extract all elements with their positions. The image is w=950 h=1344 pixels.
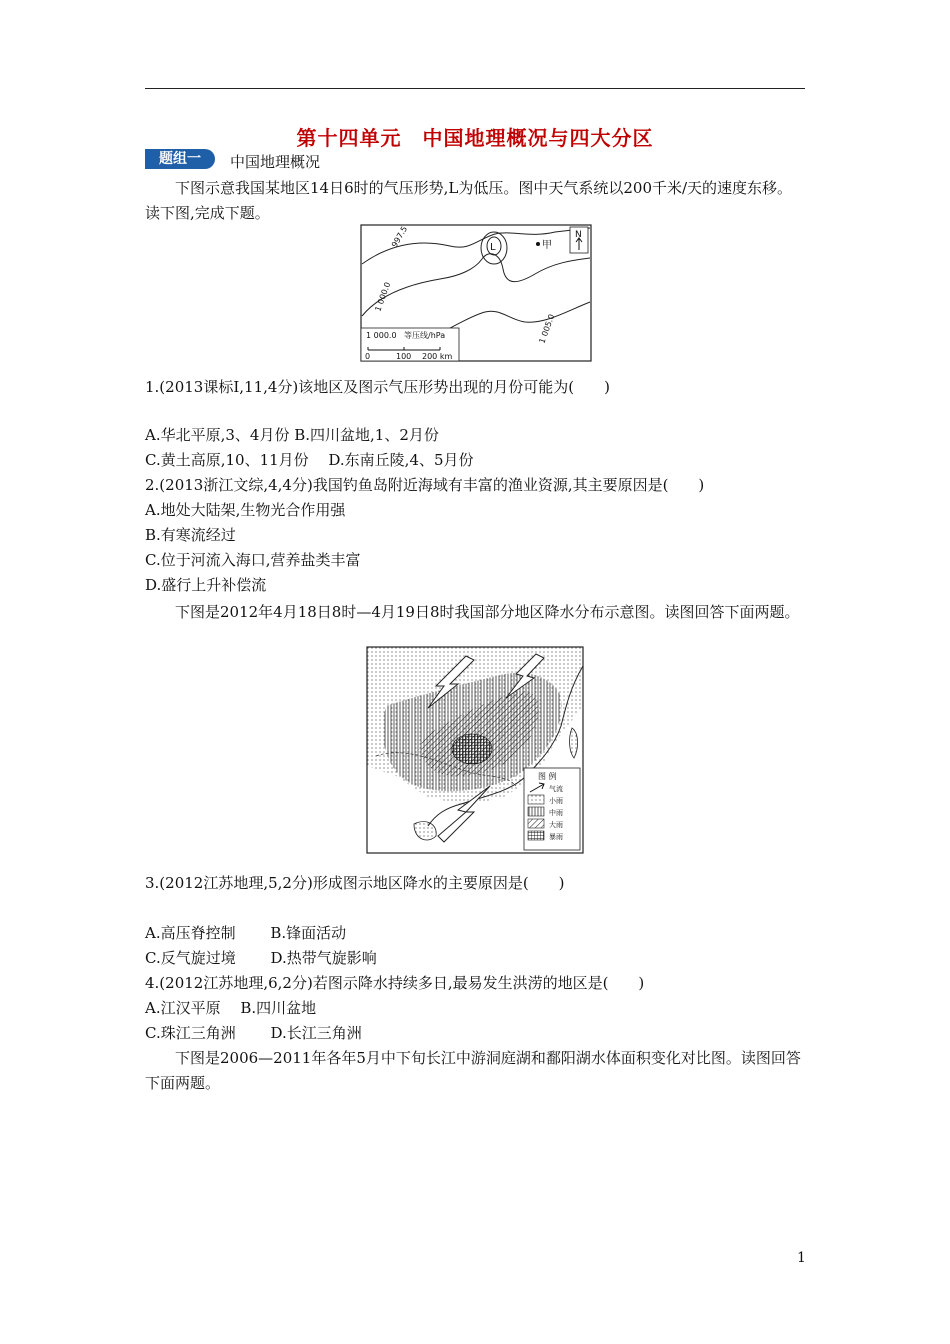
q2-option-a: A.地处大陆架,生物光合作用强 bbox=[145, 501, 346, 519]
legend-rainstorm: 暴雨 bbox=[549, 833, 563, 841]
q3-options-ab: A.高压脊控制 B.锋面活动 bbox=[145, 924, 347, 942]
q1-options-ab: A.华北平原,3、4月份 B.四川盆地,1、2月份 bbox=[145, 426, 439, 444]
intro-paragraph-3: 下图是2006—2011年各年5月中下旬长江中游洞庭湖和鄱阳湖水体面积变化对比图。读图回答下面两题。 bbox=[145, 1049, 801, 1092]
legend-moderate-rain: 中雨 bbox=[549, 809, 563, 817]
isobar-label-1005: 1 005.0 bbox=[537, 312, 557, 345]
scale-tick-200: 200 km bbox=[422, 352, 453, 361]
q2-option-b: B.有寒流经过 bbox=[145, 526, 236, 544]
page-number: 1 bbox=[797, 1250, 806, 1266]
page-title: 第十四单元 中国地理概况与四大分区 bbox=[296, 126, 654, 150]
q2-option-d: D.盛行上升补偿流 bbox=[145, 576, 267, 594]
intro-paragraph-1: 下图示意我国某地区14日6时的气压形势,L为低压。图中天气系统以200千米/天的速度东移。读下图,完成下题。 bbox=[145, 179, 793, 222]
q4-stem: 4.(2012江苏地理,6,2分)若图示降水持续多日,最易发生洪涝的地区是( ) bbox=[145, 974, 645, 992]
legend-title: 图 例 bbox=[538, 772, 557, 781]
q3-options-cd: C.反气旋过境 D.热带气旋影响 bbox=[145, 949, 377, 967]
section-name: 中国地理概况 bbox=[230, 153, 321, 171]
q2-stem: 2.(2013浙江文综,4,4分)我国钓鱼岛附近海域有丰富的渔业资源,其主要原因是( ) bbox=[145, 476, 705, 494]
rainstorm-area bbox=[452, 734, 492, 764]
intro-paragraph-2: 下图是2012年4月18日8时—4月19日8时我国部分地区降水分布示意图。读图回答下面两题。 bbox=[175, 603, 800, 621]
q3-stem: 3.(2012江苏地理,5,2分)形成图示地区降水的主要原因是( ) bbox=[145, 874, 565, 892]
q4-options-ab: A.江汉平原 B.四川盆地 bbox=[145, 999, 317, 1017]
q2-option-c: C.位于河流入海口,营养盐类丰富 bbox=[145, 551, 361, 569]
isobar-label-997: 997.5 bbox=[389, 224, 410, 249]
precipitation-map-figure bbox=[366, 646, 584, 854]
question-group-badge: 题组一 bbox=[145, 149, 215, 169]
legend-light-rain: 小雨 bbox=[549, 797, 563, 805]
point-marker bbox=[536, 242, 540, 246]
north-label: N bbox=[575, 230, 582, 240]
isobar-label-1000: 1 000.0 bbox=[373, 280, 393, 313]
q4-options-cd: C.珠江三角洲 D.长江三角洲 bbox=[145, 1024, 362, 1042]
legend-heavy-rain: 大雨 bbox=[549, 821, 563, 829]
legend-isobar-value: 1 000.0 bbox=[366, 331, 397, 340]
scale-tick-0: 0 bbox=[365, 352, 371, 361]
q1-stem: 1.(2013课标Ⅰ,11,4分)该地区及图示气压形势出现的月份可能为( ) bbox=[145, 378, 610, 396]
q1-options-cd: C.黄土高原,10、11月份 D.东南丘陵,4、5月份 bbox=[145, 451, 474, 469]
scale-tick-100: 100 bbox=[396, 352, 412, 361]
legend-isobar-text: 等压线/hPa bbox=[404, 331, 446, 340]
low-pressure-label: L bbox=[490, 242, 496, 253]
header-rule bbox=[145, 88, 805, 89]
pressure-map-figure bbox=[360, 224, 592, 362]
point-label: 甲 bbox=[542, 240, 552, 251]
legend-airflow: 气流 bbox=[549, 785, 563, 793]
